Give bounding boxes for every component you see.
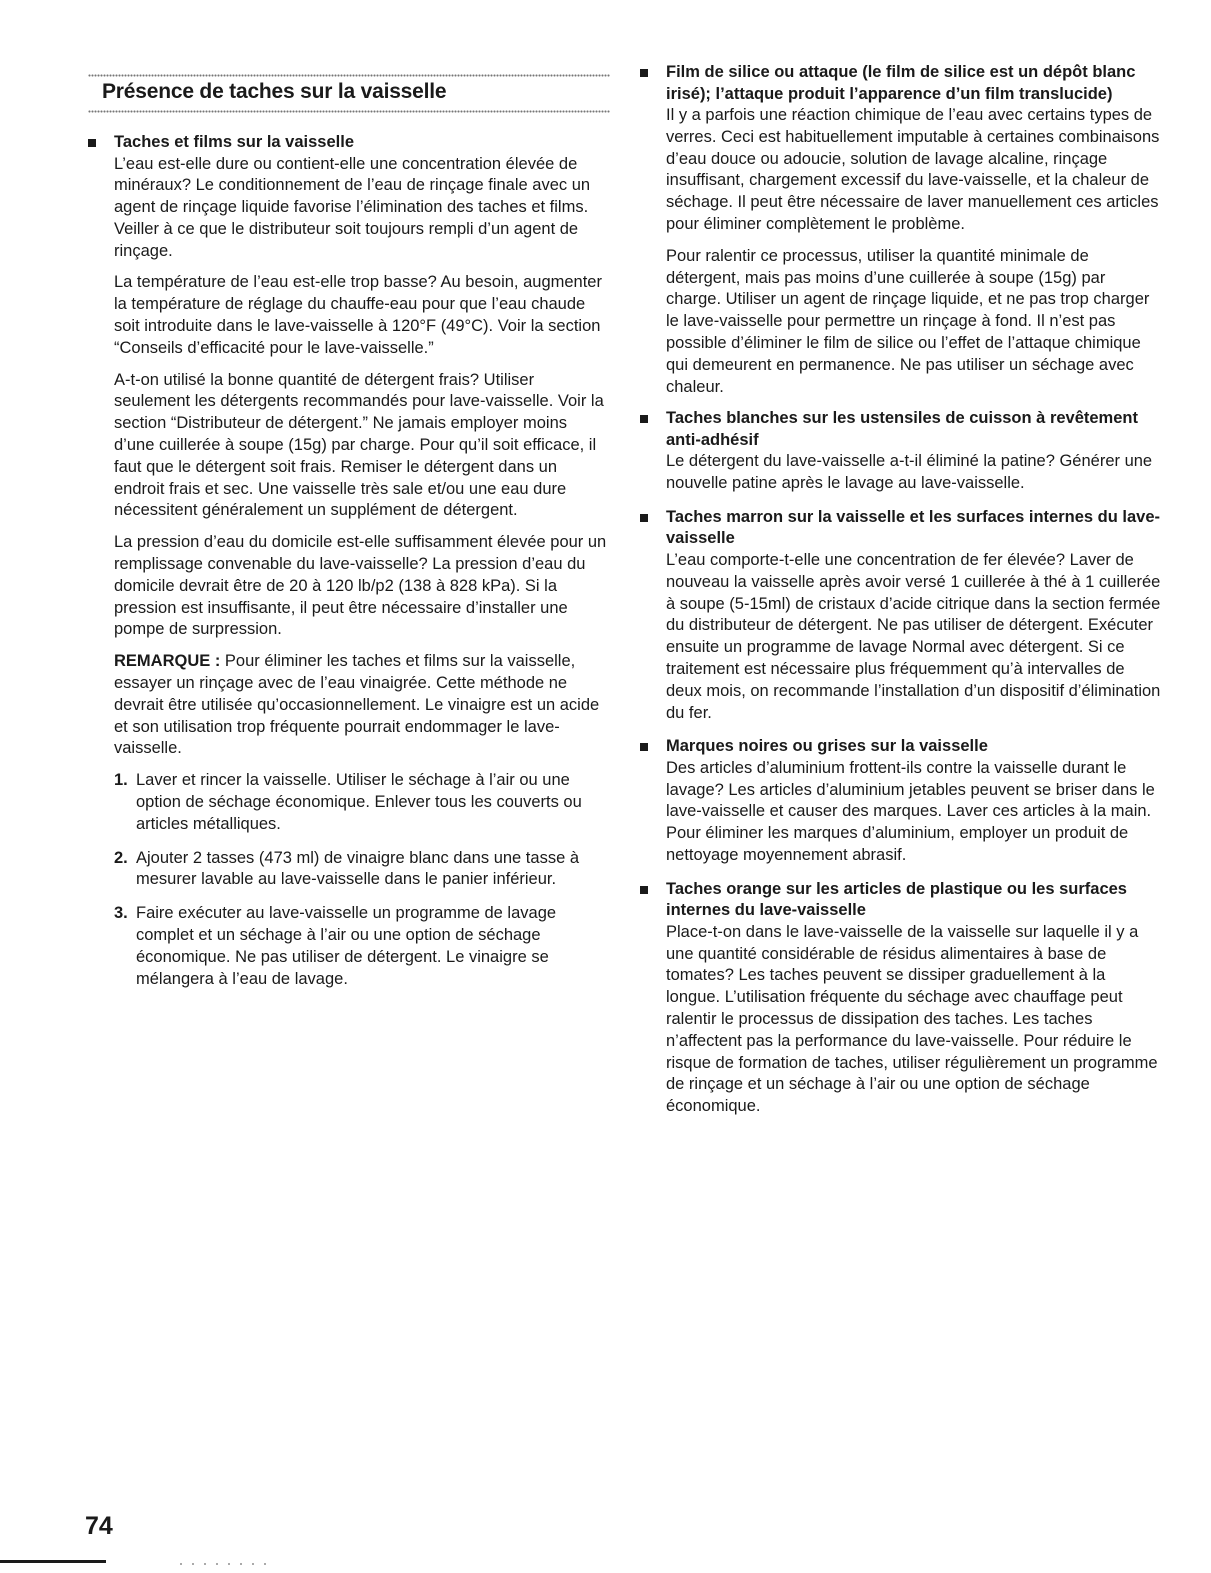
square-bullet-icon xyxy=(640,69,648,77)
paragraph: Le détergent du lave-vaisselle a-t-il éliminé la patine? Générer une nouvelle patine après le lavage au lave-vaisselle. xyxy=(666,452,1153,493)
section-header xyxy=(88,70,610,114)
step-item xyxy=(114,903,610,990)
right-column xyxy=(640,62,1162,1118)
step-number: 3. xyxy=(114,904,128,923)
section-title: Présence de taches sur la vaisselle xyxy=(102,80,447,103)
list-item-white-spots xyxy=(640,408,1162,495)
step-text: Ajouter 2 tasses (473 ml) de vinaigre blanc dans une tasse à mesurer lavable au lave-vaisselle dans le panier inférieur. xyxy=(136,848,580,889)
square-bullet-icon xyxy=(88,139,96,147)
paragraph: Des articles d’aluminium frottent-ils contre la vaisselle durant le lavage? Les articles d’aluminium jetables peuvent se briser dans le lave-vaisselle et causer des marques. Laver ces articles à la main. Pour éliminer les marques d’aluminium, employer un produit de nettoyage moyennement abrasif. xyxy=(666,758,1155,865)
step-number: 1. xyxy=(114,771,128,790)
item-heading: Film de silice ou attaque (le film de silice est un dépôt blanc irisé); l’attaque produit l’apparence d’un film translucide) xyxy=(666,63,1136,103)
square-bullet-icon xyxy=(640,743,648,751)
note-paragraph xyxy=(114,651,610,760)
step-text: Faire exécuter au lave-vaisselle un programme de lavage complet et un séchage à l’air ou une option de séchage économique. Ne pas utiliser de détergent. Le vinaigre se mélangera à l’eau de lavage. xyxy=(136,904,557,988)
step-number: 2. xyxy=(114,848,128,867)
steps-list xyxy=(114,770,610,990)
note-label: REMARQUE : xyxy=(114,652,221,671)
paragraph: L’eau comporte-t-elle une concentration de fer élevée? Laver de nouveau la vaisselle après avoir versé 1 cuillerée à thé à 1 cuillerée à soupe (5-15ml) de cristaux d’acide citrique dans la section fermée du distributeur de détergent. Ne pas utiliser de détergent. Exécuter ensuite un programme de lavage Normal avec détergent. Si ce traitement est nécessaire plus fréquemment qu’à intervalles de deux mois, on recommande l’installation d’un dispositif d’élimination du fer. xyxy=(666,550,1161,722)
dotted-rule xyxy=(88,74,610,77)
item-heading: Marques noires ou grises sur la vaisselle xyxy=(666,737,988,756)
item-heading: Taches et films sur la vaisselle xyxy=(114,133,354,151)
list-item-brown-stains xyxy=(640,507,1162,724)
paragraph: Place-t-on dans le lave-vaisselle de la vaisselle sur laquelle il y a une quantité considérable de résidus alimentaires à base de tomates? Les taches peuvent se dissiper graduellement à la longue. L’utilisation fréquente du séchage avec chauffage peut ralentir le processus de dissipation des taches. Les taches n’affectent pas la performance du lave-vaisselle. Pour réduire le risque de formation de taches, utiliser régulièrement un programme de rinçage et un séchage à l’air ou une option de séchage économique. xyxy=(666,922,1158,1116)
left-column xyxy=(88,132,610,1002)
list-item-orange-spots xyxy=(640,879,1162,1118)
step-text: Laver et rincer la vaisselle. Utiliser le séchage à l’air ou une option de séchage économique. Enlever tous les couverts ou articles métalliques. xyxy=(136,771,582,833)
square-bullet-icon xyxy=(640,514,648,522)
item-heading: Taches marron sur la vaisselle et les surfaces internes du lave-vaisselle xyxy=(666,507,1161,548)
square-bullet-icon xyxy=(640,415,648,423)
square-bullet-icon xyxy=(640,886,648,894)
paragraph: Il y a parfois une réaction chimique de l’eau avec certains types de verres. Ceci est habituellement imputable à certaines combinaisons d’eau douce ou adoucie, solution de lavage alcaline, rinçage insuffisant, chargement excessif du lave-vaisselle, et la chaleur de séchage. Il peut être nécessaire de laver manuellement ces articles pour éliminer complètement le problème. xyxy=(666,106,1160,233)
item-heading: Taches orange sur les articles de plastique ou les surfaces internes du lave-vaisselle xyxy=(666,879,1127,920)
list-item-black-marks xyxy=(640,736,1162,866)
note-text: Pour éliminer les taches et films sur la vaisselle, essayer un rinçage avec de l’eau vinaigrée. Cette méthode ne devrait être utilisée qu’occasionnellement. Le vinaigre est un acide et son utilisation trop fréquente pourrait endommager le lave-vaisselle. xyxy=(114,652,600,758)
step-item xyxy=(114,848,610,892)
item-heading: Taches blanches sur les ustensiles de cuisson à revêtement anti-adhésif xyxy=(666,409,1138,449)
list-item-spots-films xyxy=(88,132,610,990)
footer-rule xyxy=(0,1560,106,1563)
footer-marks xyxy=(175,1562,275,1566)
paragraph: L’eau est-elle dure ou contient-elle une concentration élevée de minéraux? Le conditionnement de l’eau de rinçage finale avec un agent de rinçage liquide favorise l’élimination des taches et films. Veiller à ce que le distributeur soit toujours rempli d’un agent de rinçage. xyxy=(114,154,591,260)
paragraph: Pour ralentir ce processus, utiliser la quantité minimale de détergent, mais pas moins d’une cuillerée à soupe (15g) par charge. Utiliser un agent de rinçage liquide, et ne pas trop charger le lave-vaisselle pour permettre un rinçage à fond. Il n’est pas possible d’éliminer le film de silice ou l’effet de l’attaque chimique qui demeurent en permanence. Ne pas utiliser un séchage avec chaleur. xyxy=(666,246,1150,396)
paragraph: La température de l’eau est-elle trop basse? Au besoin, augmenter la température de réglage du chauffe-eau pour que l’eau chaude soit introduite dans le lave-vaisselle à 120°F (49°C). Voir la section “Conseils d’efficacité pour le lave-vaisselle.” xyxy=(114,273,602,357)
list-item-silica-film xyxy=(640,62,1162,398)
paragraph: A-t-on utilisé la bonne quantité de détergent frais? Utiliser seulement les détergents recommandés pour lave-vaisselle. Voir la section “Distributeur de détergent.” Ne jamais employer moins d’une cuillerée à soupe (15g) par charge. Pour qu’il soit efficace, il faut que le détergent soit frais. Remiser le détergent dans un endroit frais et sec. Une vaisselle très sale et/ou une eau dure nécessitent généralement un supplément de détergent. xyxy=(114,370,604,520)
step-item xyxy=(114,770,610,835)
page-number: 74 xyxy=(85,1512,113,1540)
dotted-rule xyxy=(88,110,610,113)
paragraph: La pression d’eau du domicile est-elle suffisamment élevée pour un remplissage convenable du lave-vaisselle? La pression d’eau du domicile devrait être de 20 à 120 lb/p2 (138 à 828 kPa). Si la pression est insuffisante, il peut être nécessaire d’installer une pompe de surpression. xyxy=(114,533,607,639)
